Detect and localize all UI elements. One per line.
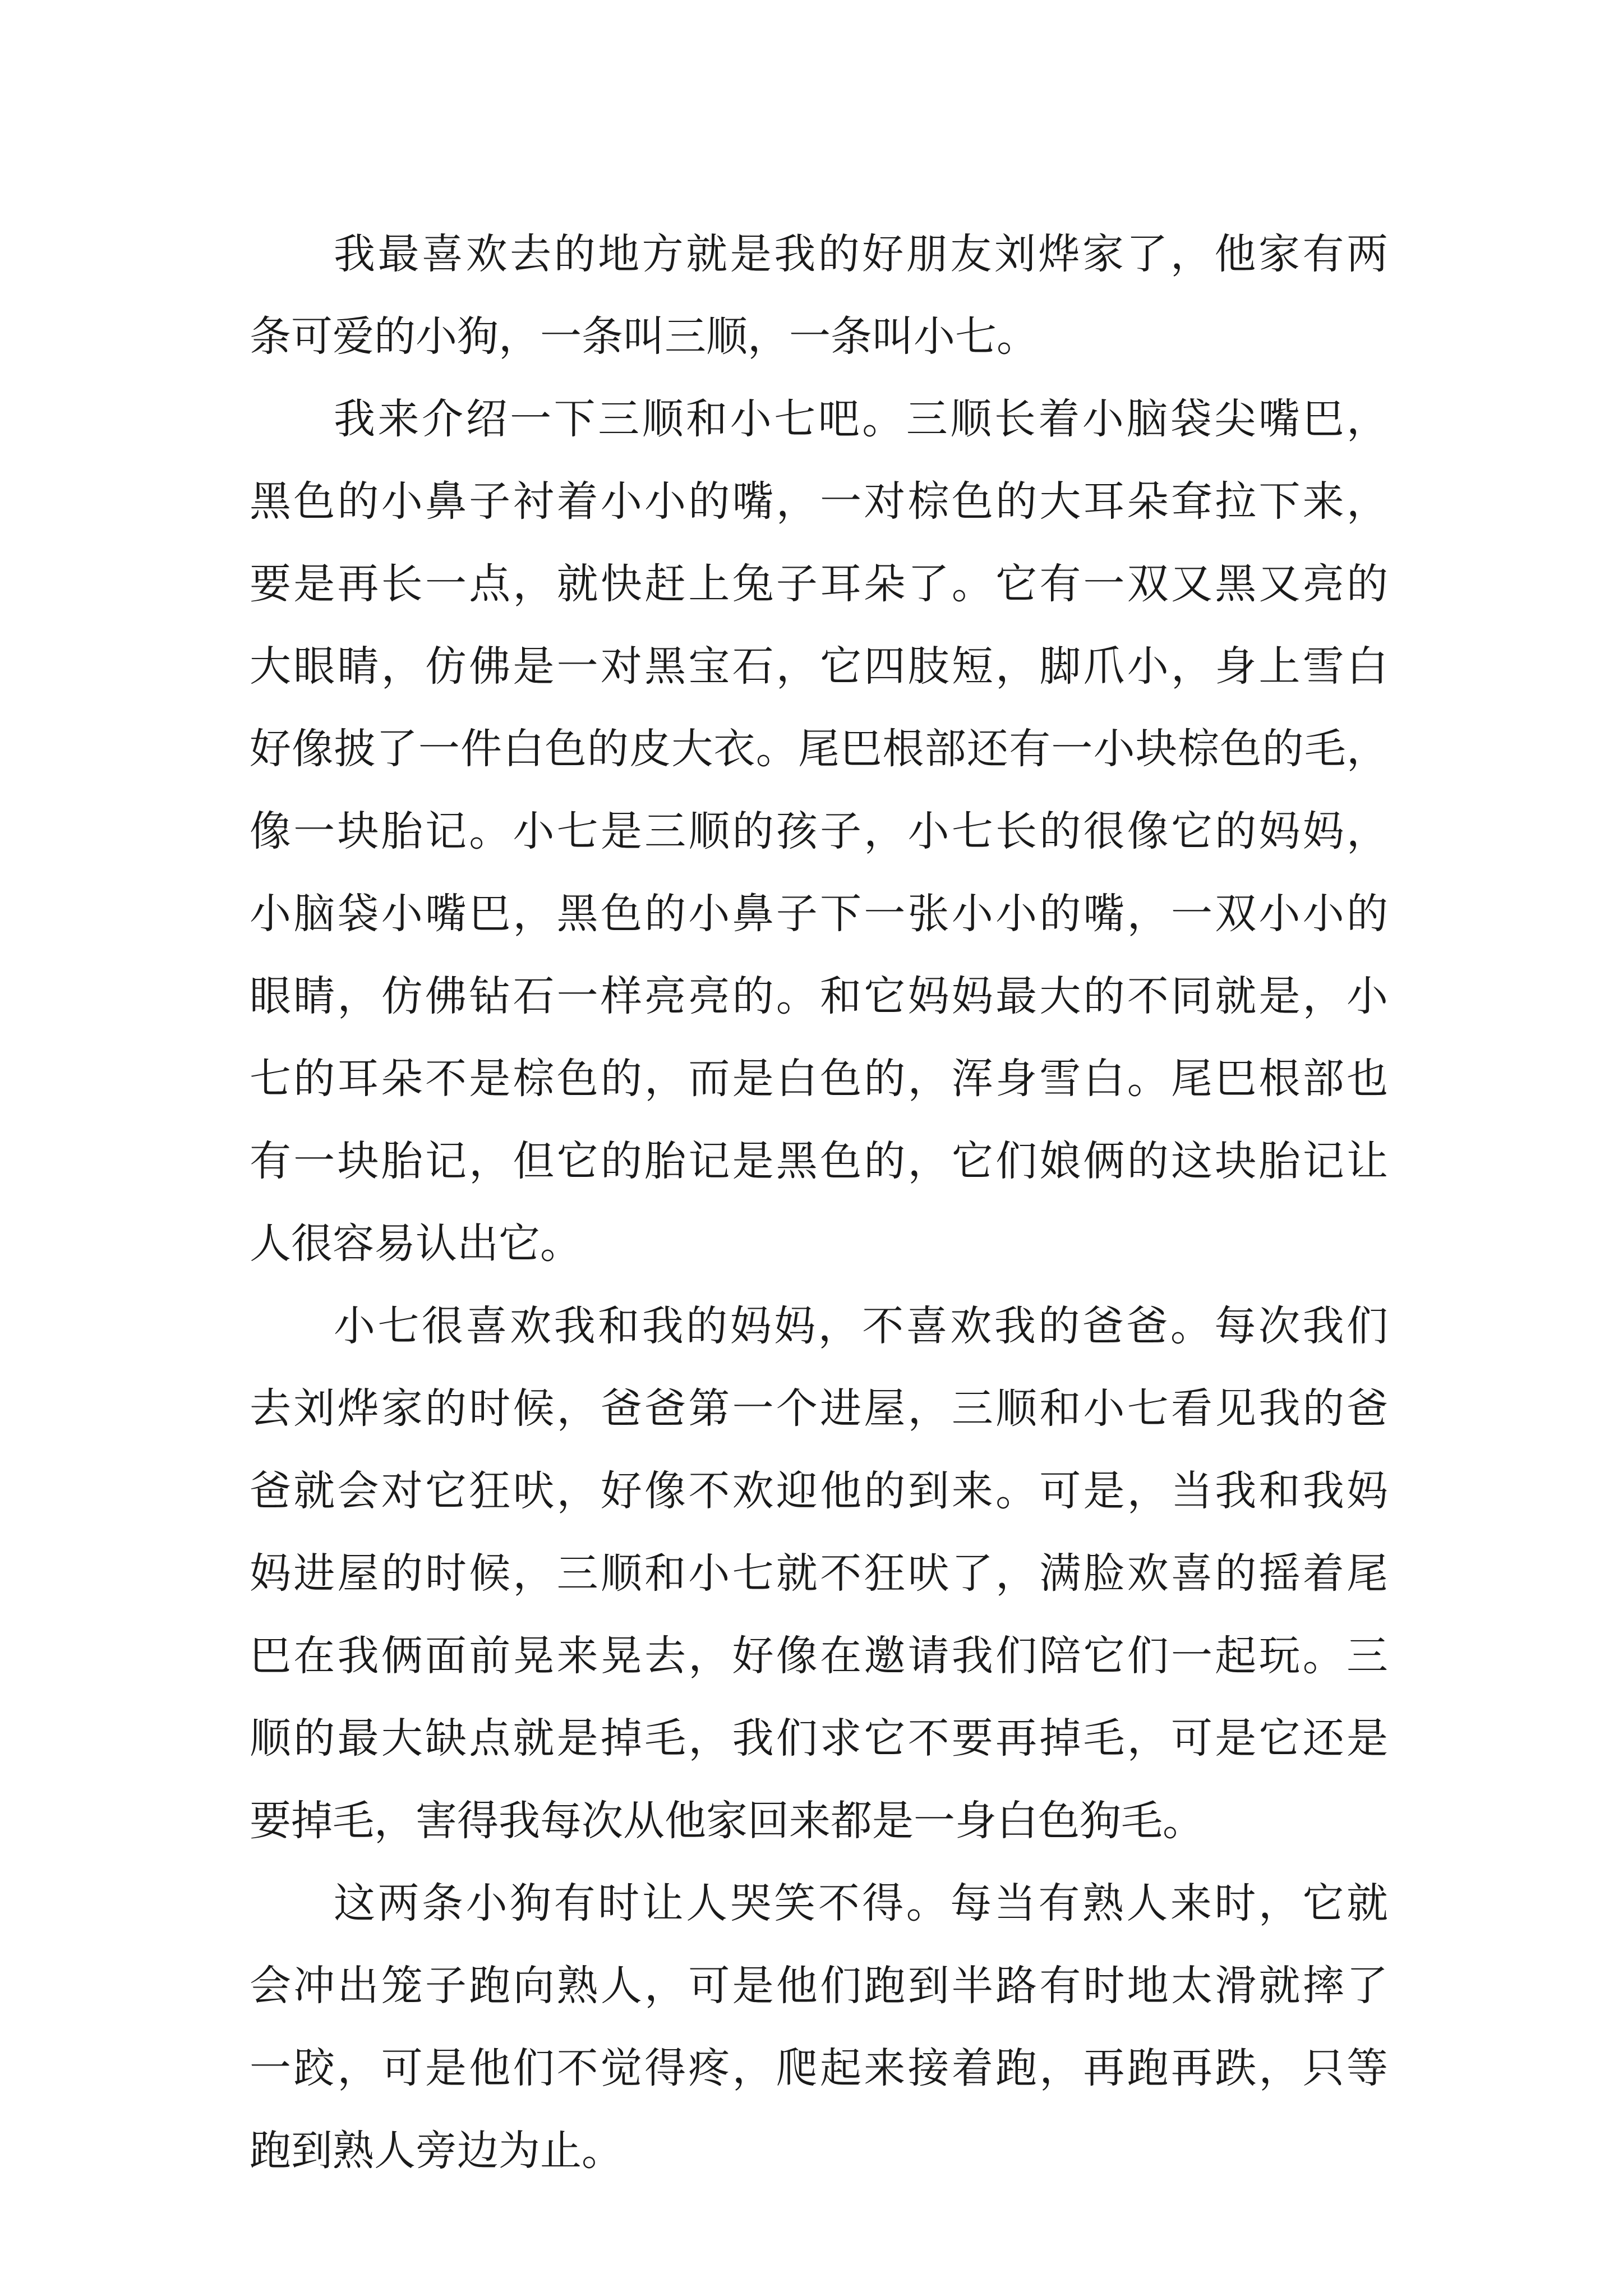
paragraph-line: 巴在我俩面前晃来晃去，好像在邀请我们陪它们一起玩。三: [250, 1632, 1388, 1680]
document-body: [250, 213, 1388, 2192]
paragraph-1: [250, 213, 1388, 378]
paragraph-line: 我最喜欢去的地方就是我的好朋友刘烨家了，他家有两: [334, 230, 1388, 278]
paragraph-line: 小七很喜欢我和我的妈妈，不喜欢我的爸爸。每次我们: [334, 1302, 1388, 1350]
paragraph-line: 这两条小狗有时让人哭笑不得。每当有熟人来时，它就: [334, 1879, 1388, 1927]
paragraph-line: 顺的最大缺点就是掉毛，我们求它不要再掉毛，可是它还是: [250, 1714, 1388, 1763]
paragraph-line: 我来介绍一下三顺和小七吧。三顺长着小脑袋尖嘴巴，: [334, 395, 1388, 443]
paragraph-line: 像一块胎记。小七是三顺的孩子，小七长的很像它的妈妈，: [250, 807, 1388, 855]
paragraph-line: 人很容易认出它。: [250, 1220, 582, 1268]
paragraph-line: 条可爱的小狗，一条叫三顺，一条叫小七。: [250, 312, 1038, 361]
paragraph-line: 会冲出笼子跑向熟人，可是他们跑到半路有时地太滑就摔了: [250, 1962, 1388, 2010]
paragraph-line: 妈进屋的时候，三顺和小七就不狂吠了，满脸欢喜的摇着尾: [250, 1549, 1388, 1598]
paragraph-line: 去刘烨家的时候，爸爸第一个进屋，三顺和小七看见我的爸: [250, 1384, 1388, 1433]
paragraph-line: 跑到熟人旁边为止。: [250, 2127, 623, 2175]
paragraph-line: 七的耳朵不是棕色的，而是白色的，浑身雪白。尾巴根部也: [250, 1055, 1388, 1103]
paragraph-line: 一跤，可是他们不觉得疼，爬起来接着跑，再跑再跌，只等: [250, 2044, 1388, 2092]
paragraph-line: 有一块胎记，但它的胎记是黑色的，它们娘俩的这块胎记让: [250, 1137, 1388, 1185]
paragraph-line: 要是再长一点，就快赶上兔子耳朵了。它有一双又黑又亮的: [250, 560, 1388, 608]
paragraph-line: 好像披了一件白色的皮大衣。尾巴根部还有一小块棕色的毛，: [250, 725, 1388, 773]
paragraph-3: [250, 1285, 1388, 1862]
paragraph-line: 爸就会对它狂吠，好像不欢迎他的到来。可是，当我和我妈: [250, 1467, 1388, 1515]
paragraph-line: 黑色的小鼻子衬着小小的嘴，一对棕色的大耳朵耷拉下来，: [250, 477, 1388, 526]
paragraph-line: 小脑袋小嘴巴，黑色的小鼻子下一张小小的嘴，一双小小的: [250, 890, 1388, 938]
paragraph-line: 要掉毛，害得我每次从他家回来都是一身白色狗毛。: [250, 1797, 1204, 1845]
paragraph-2: [250, 378, 1388, 1285]
paragraph-4: [250, 1862, 1388, 2192]
paragraph-line: 大眼睛，仿佛是一对黑宝石，它四肢短，脚爪小，身上雪白: [250, 642, 1388, 691]
paragraph-line: 眼睛，仿佛钻石一样亮亮的。和它妈妈最大的不同就是，小: [250, 972, 1388, 1020]
